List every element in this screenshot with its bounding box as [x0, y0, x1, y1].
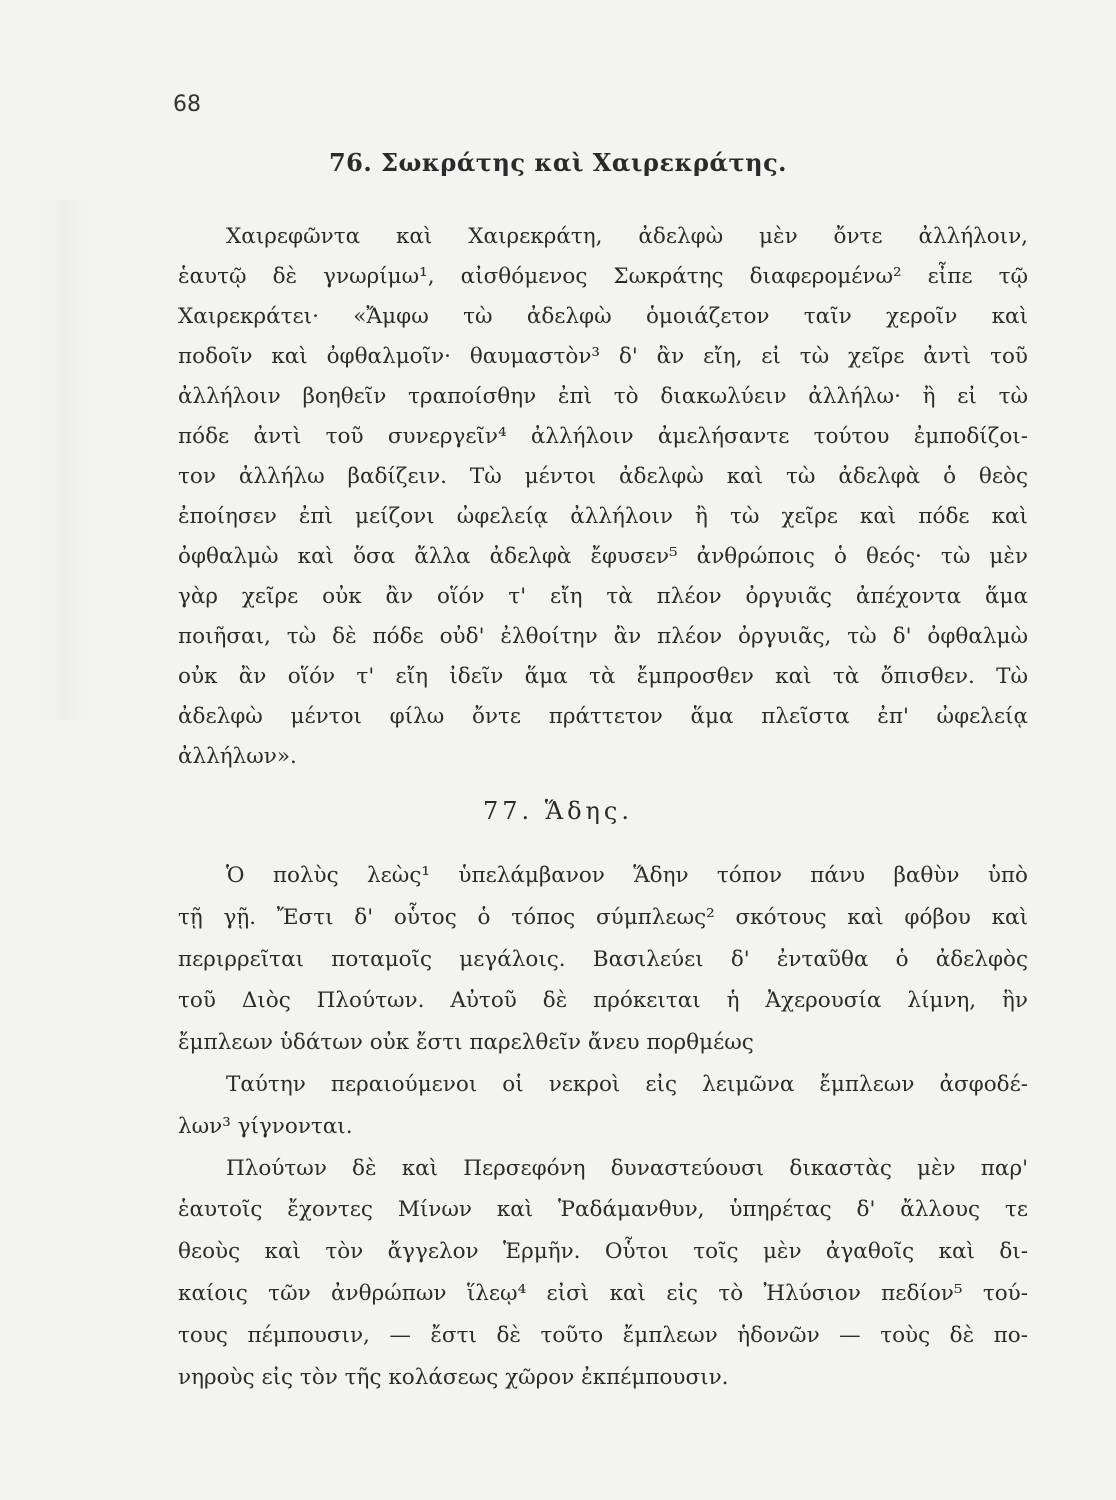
- text-line: ποδοῖν καὶ ὀφθαλμοῖν· θαυμαστὸν³ δ' ἂν εἴη, εἰ τὼ χεῖρε ἀντὶ τοῦ: [178, 344, 1028, 369]
- section-title-77: 77. Ἅδης.: [482, 797, 633, 825]
- text-line: νηροὺς εἰς τὸν τῆς κολάσεως χῶρον ἐκπέμπουσιν.: [178, 1364, 729, 1390]
- text-line: ποιῆσαι, τὼ δὲ πόδε οὐδ' ἐλθοίτην ἂν πλέον ὀργυιᾶς, τὼ δ' ὀφθαλμὼ: [178, 624, 1028, 649]
- page-number: 68: [173, 92, 201, 117]
- text-line: τοῦ Διὸς Πλούτων. Αὐτοῦ δὲ πρόκειται ἡ Ἀχερουσία λίμνη, ἣν: [178, 988, 1028, 1014]
- text-line: Χαιρεφῶντα καὶ Χαιρεκράτη, ἀδελφὼ μὲν ὄντε ἀλλήλοιν,: [226, 224, 1028, 249]
- text-line: ἔμπλεων ὑδάτων οὐκ ἔστι παρελθεῖν ἄνευ πορθμέως: [178, 1030, 754, 1056]
- section-77-text: [178, 855, 1028, 1398]
- text-line: τους πέμπουσιν, — ἔστι δὲ τοῦτο ἔμπλεων ἡδονῶν — τοὺς δὲ πο-: [178, 1322, 1028, 1348]
- text-line: καίοις τῶν ἀνθρώπων ἵλεῳ⁴ εἰσὶ καὶ εἰς τὸ Ἠλύσιον πεδίον⁵ τού-: [178, 1280, 1028, 1306]
- section-76-text: [178, 217, 1028, 777]
- text-line: λων³ γίγνονται.: [178, 1113, 353, 1139]
- text-line: Ὁ πολὺς λεὼς¹ ὑπελάμβανον Ἅδην τόπον πάνυ βαθὺν ὑπὸ: [226, 863, 1028, 888]
- text-line: πόδε ἀντὶ τοῦ συνεργεῖν⁴ ἀλλήλοιν ἀμελήσαντε τούτου ἐμποδίζοι-: [178, 424, 1028, 449]
- text-line: ἑαυτῷ δὲ γνωρίμω¹, αἰσθόμενος Σωκράτης διαφερομένω² εἶπε τῷ: [178, 264, 1028, 289]
- text-line: θεοὺς καὶ τὸν ἄγγελον Ἑρμῆν. Οὗτοι τοῖς μὲν ἀγαθοῖς καὶ δι-: [178, 1239, 1028, 1265]
- text-line: οὐκ ἂν οἵόν τ' εἴη ἰδεῖν ἅμα τὰ ἔμπροσθεν καὶ τὰ ὄπισθεν. Τὼ: [178, 664, 1028, 689]
- text-line: ἀλλήλοιν βοηθεῖν τραποίσθην ἐπὶ τὸ διακωλύειν ἀλλήλω· ἢ εἰ τὼ: [178, 384, 1028, 409]
- text-line: τῇ γῇ. Ἔστι δ' οὗτος ὁ τόπος σύμπλεως² σκότους καὶ φόβου καὶ: [178, 904, 1028, 930]
- text-line: ὀφθαλμὼ καὶ ὅσα ἄλλα ἀδελφὰ ἔφυσεν⁵ ἀνθρώποις ὁ θεός· τὼ μὲν: [178, 544, 1028, 569]
- text-line: Πλούτων δὲ καὶ Περσεφόνη δυναστεύουσι δικαστὰς μὲν παρ': [226, 1155, 1028, 1181]
- text-line: ἀδελφὼ μέντοι φίλω ὄντε πράττετον ἅμα πλεῖστα ἐπ' ὠφελείᾳ: [178, 704, 1028, 729]
- section-title-76: 76. Σωκράτης καὶ Χαιρεκράτης.: [328, 148, 788, 177]
- text-line: περιρρεῖται ποταμοῖς μεγάλοις. Βασιλεύει δ' ἐνταῦθα ὁ ἀδελφὸς: [178, 946, 1028, 972]
- text-line: γὰρ χεῖρε οὐκ ἂν οἵόν τ' εἴη τὰ πλέον ὀργυιᾶς ἀπέχοντα ἅμα: [178, 584, 1028, 609]
- text-line: ἐποίησεν ἐπὶ μείζονι ὠφελείᾳ ἀλλήλοιν ἢ τὼ χεῖρε καὶ πόδε καὶ: [178, 504, 1028, 529]
- text-line: ἀλλήλων».: [178, 744, 297, 769]
- text-line: Χαιρεκράτει· «Ἄμφω τὼ ἀδελφὼ ὁμοιάζετον ταῖν χεροῖν καὶ: [178, 304, 1028, 329]
- scan-shadow: [40, 200, 90, 720]
- text-line: ἑαυτοῖς ἔχοντες Μίνων καὶ Ῥαδάμανθυν, ὑπηρέτας δ' ἄλλους τε: [178, 1197, 1028, 1223]
- text-line: τον ἀλλήλω βαδίζειν. Τὼ μέντοι ἀδελφὼ καὶ τὼ ἀδελφὰ ὁ θεὸς: [178, 464, 1028, 489]
- text-line: Ταύτην περαιούμενοι οἱ νεκροὶ εἰς λειμῶνα ἔμπλεων ἀσφοδέ-: [226, 1071, 1028, 1097]
